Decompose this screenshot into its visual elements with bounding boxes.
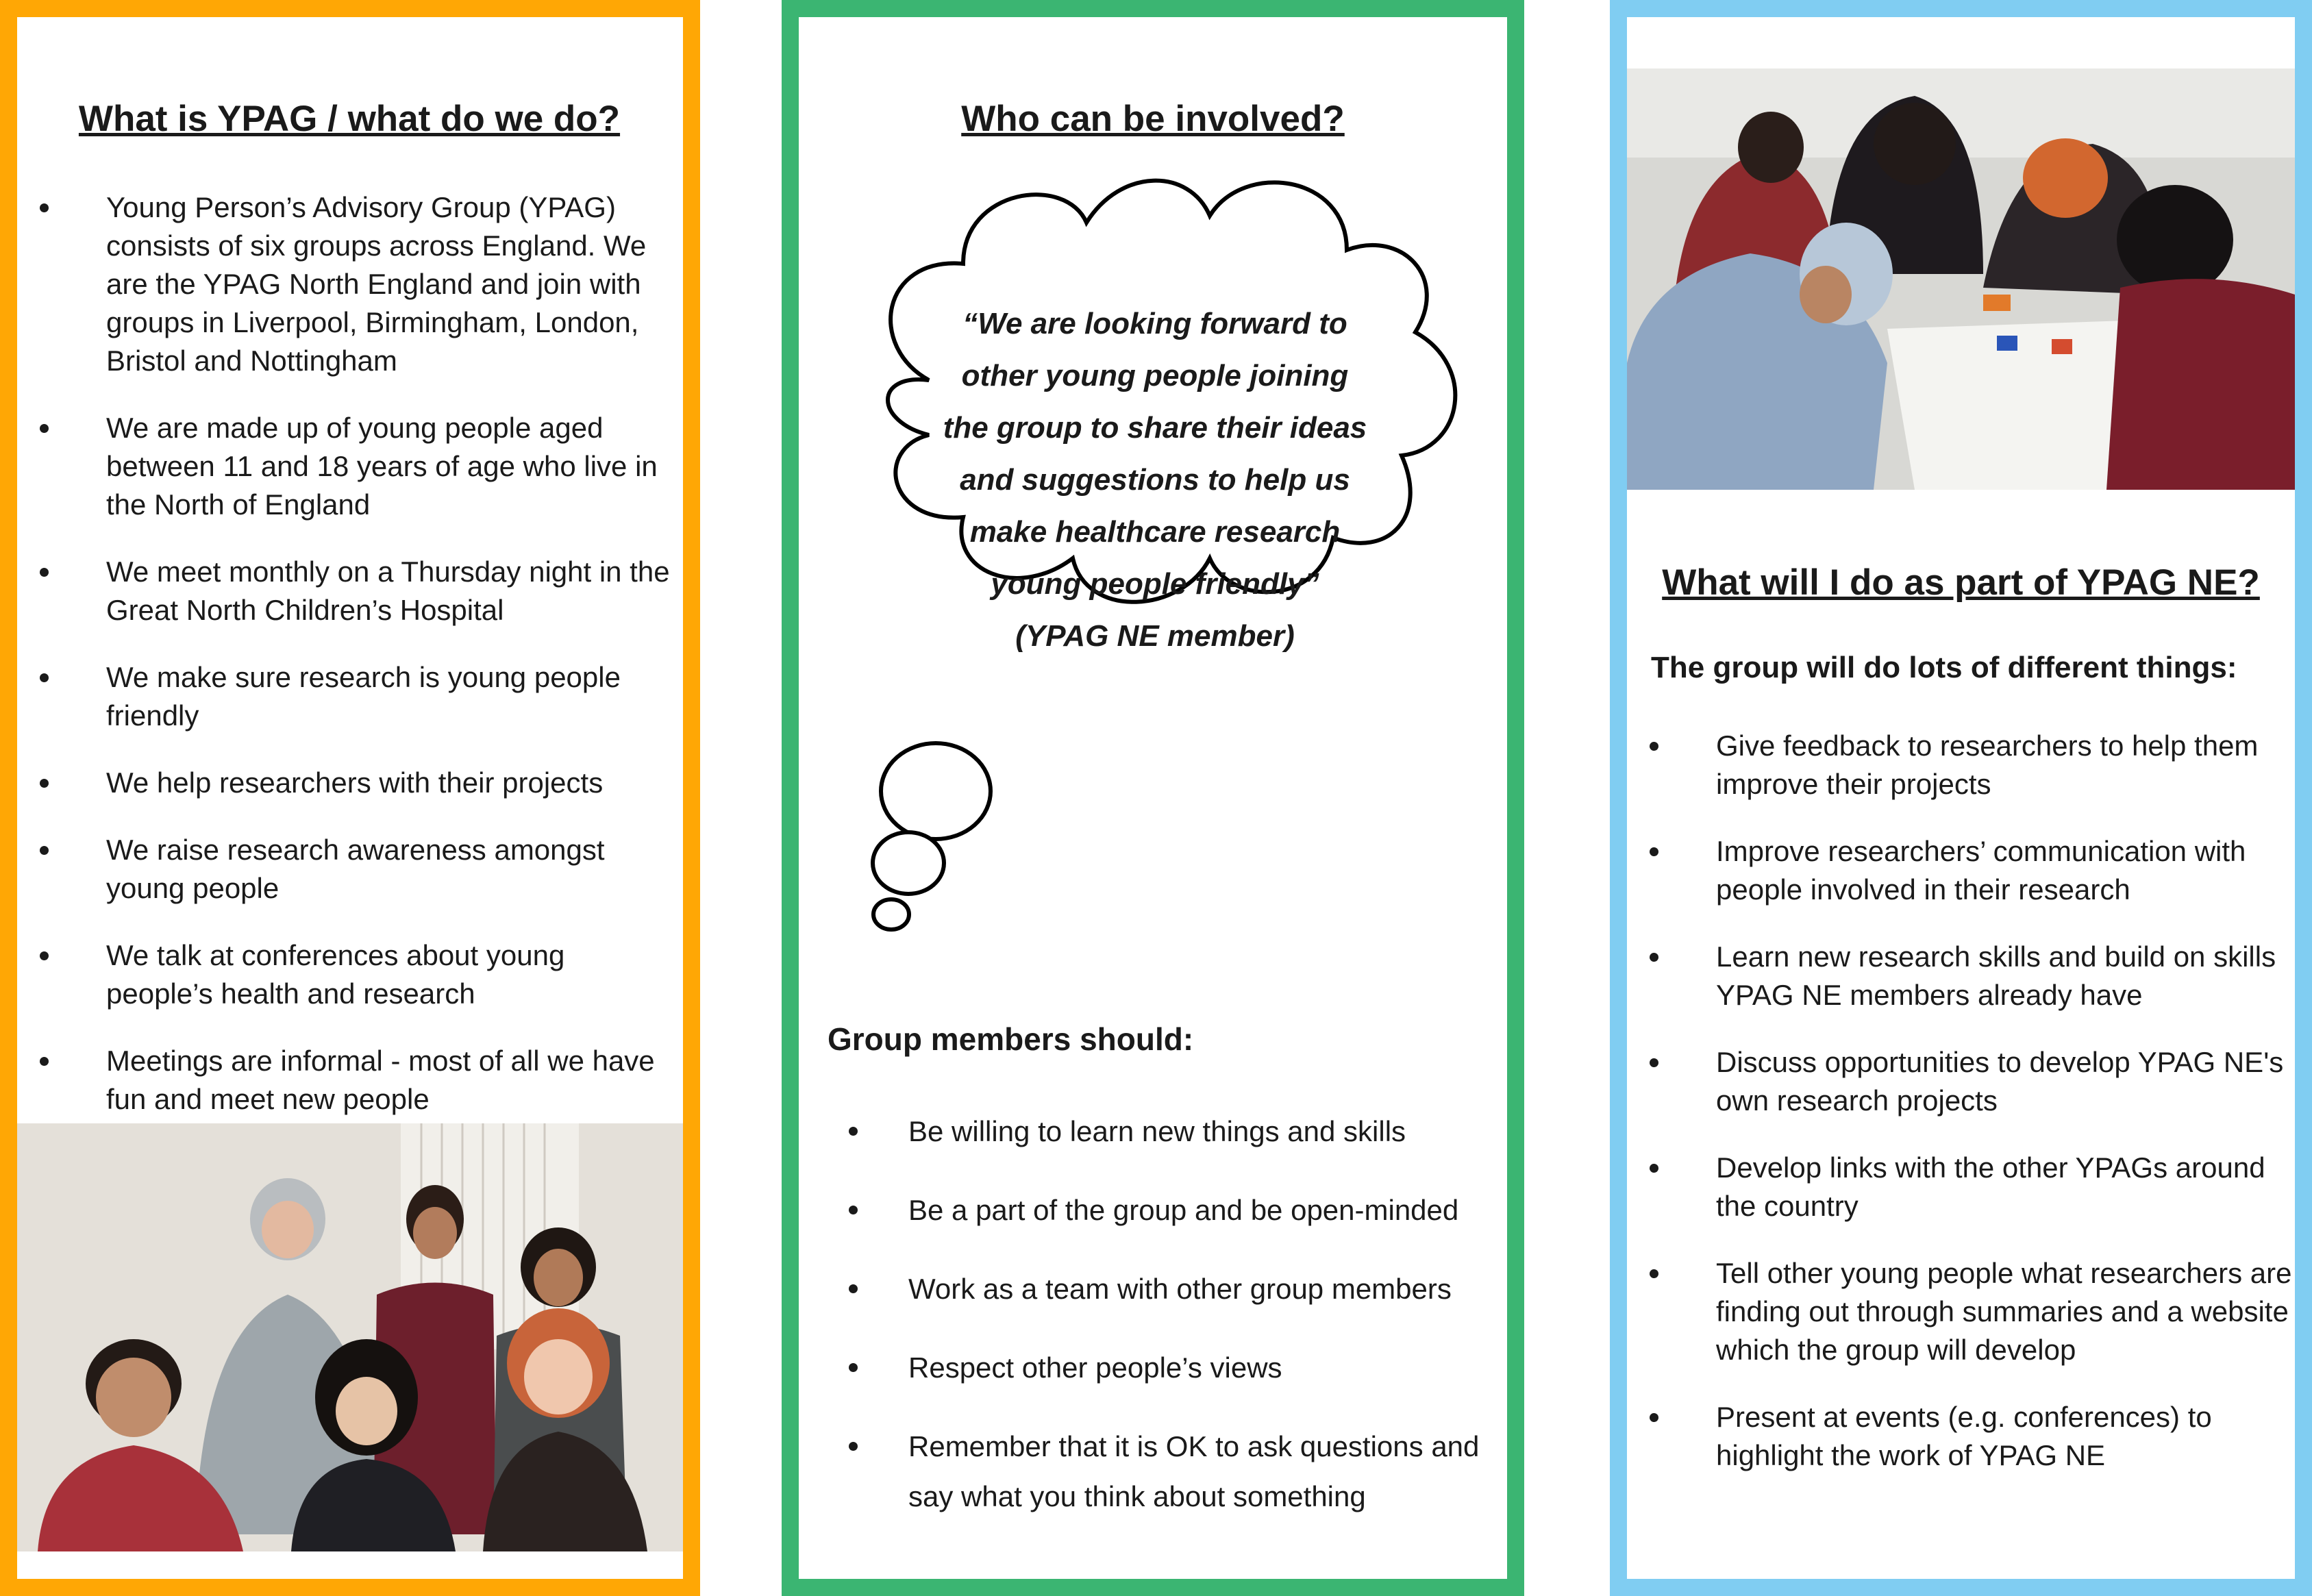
quote-text: [895, 298, 1415, 662]
list-item: Improve researchers’ communication with people involved in their research: [1627, 832, 2295, 909]
quote-attribution: (YPAG NE member): [1015, 619, 1295, 653]
panel-what-will-i-do: [1610, 0, 2312, 1596]
panel3-heading: What will I do as part of YPAG NE?: [1662, 562, 2260, 603]
list-item: Discuss opportunities to develop YPAG NE's own research projects: [1627, 1043, 2295, 1120]
list-item: Remember that it is OK to ask questions and say what you think about something: [826, 1421, 1518, 1521]
panel3-list: [1627, 727, 2295, 1504]
list-item: Young Person’s Advisory Group (YPAG) consists of six groups across England. We are the YPAG North England and join with groups in Liverpool, Birmingham, London, Bristol and Nottingham: [17, 188, 675, 380]
list-item: Develop links with the other YPAGs around the country: [1627, 1149, 2295, 1225]
list-item: Present at events (e.g. conferences) to highlight the work of YPAG NE: [1627, 1398, 2295, 1475]
list-item: We make sure research is young people friendly: [17, 658, 675, 735]
panel2-heading: Who can be involved?: [961, 99, 1345, 139]
list-item: Be willing to learn new things and skills: [826, 1106, 1518, 1156]
list-item: Tell other young people what researchers are finding out through summaries and a website which the group will develop: [1627, 1254, 2295, 1369]
list-item: Learn new research skills and build on skills YPAG NE members already have: [1627, 938, 2295, 1014]
workshop-photo: [1627, 68, 2295, 490]
list-item: Meetings are informal - most of all we have fun and meet new people: [17, 1042, 675, 1119]
list-item: We meet monthly on a Thursday night in the Great North Children’s Hospital: [17, 553, 675, 629]
panel-who-can-be-involved: [782, 0, 1524, 1596]
list-item: We talk at conferences about young people’s health and research: [17, 936, 675, 1013]
quote-line: make healthcare research: [969, 515, 1341, 549]
list-item: Be a part of the group and be open-minded: [826, 1185, 1518, 1235]
workshop-photo-illustration: [1627, 68, 2295, 490]
list-item: We are made up of young people aged between 11 and 18 years of age who live in the North of England: [17, 409, 675, 524]
list-item: We help researchers with their projects: [17, 764, 675, 802]
quote-line: and suggestions to help us: [960, 463, 1350, 497]
quote-line: the group to share their ideas: [943, 411, 1367, 445]
list-item: We raise research awareness amongst young people: [17, 831, 675, 908]
quote-line: young people friendly”: [991, 567, 1319, 601]
panel2-list: [826, 1106, 1518, 1550]
panel1-list: [17, 188, 675, 1147]
quote-line: other young people joining: [961, 359, 1349, 392]
panel3-subheading: The group will do lots of different things:: [1651, 651, 2237, 684]
panel1-heading: What is YPAG / what do we do?: [78, 99, 621, 139]
group-photo: [17, 1123, 683, 1551]
list-item: Give feedback to researchers to help them improve their projects: [1627, 727, 2295, 803]
panel-what-is-ypag: [0, 0, 700, 1596]
list-item: Work as a team with other group members: [826, 1264, 1518, 1314]
panel2-subheading: Group members should:: [828, 1021, 1194, 1057]
quote-line: “We are looking forward to: [962, 307, 1347, 340]
group-photo-illustration: [17, 1123, 683, 1551]
list-item: Respect other people’s views: [826, 1343, 1518, 1393]
